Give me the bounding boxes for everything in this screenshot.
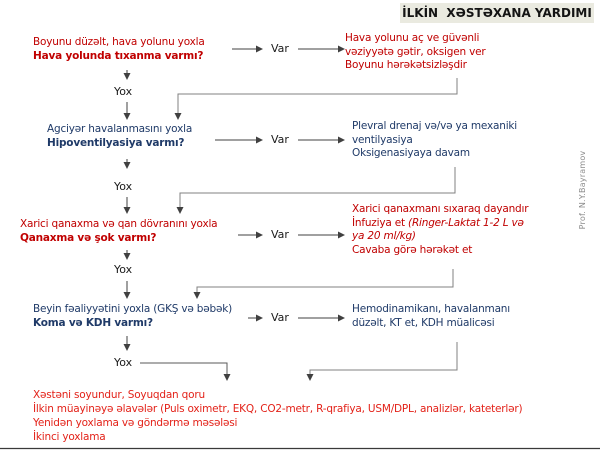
yox-label-1: Yox — [114, 85, 133, 98]
action-2-ventilation — [352, 120, 517, 161]
step-3-question: Qanaxma və şok varmı? — [20, 231, 157, 244]
var-label-4: Var — [271, 311, 289, 324]
step-3-check: Xarici qanaxma və qan dövranını yoxla — [20, 218, 218, 230]
action-2-line: ventilyasiya — [352, 133, 413, 146]
step-2-question: Hipoventilyasiya varmı? — [47, 136, 185, 149]
action-3-circulation — [352, 203, 528, 257]
var-label-3: Var — [271, 228, 289, 241]
action-1-line: Boyunu hərəkətsizləşdir — [345, 59, 467, 71]
action-1-airway — [345, 32, 485, 73]
step-3-circulation — [20, 218, 217, 245]
var-arrows — [215, 49, 344, 318]
footer-line-2: İlkin müayinəyə əlavələr (Puls oximetr, EKQ, CO2-metr, R-qrafiya, USM/DPL, analizlər, kateterlər) — [33, 403, 523, 415]
action-3-line: Cavaba görə hərəkət et — [352, 243, 473, 256]
footer-line-1: Xəstəni soyundur, Soyuqdan qoru — [33, 389, 205, 401]
step-2-check: Agciyər havalanmasını yoxla — [47, 123, 193, 135]
action-1-line: Hava yolunu aç ve güvənli — [345, 32, 480, 44]
author-credit: Prof. N.Y.Bayramov — [578, 150, 587, 230]
footer-notes — [33, 388, 522, 444]
footer-line-3: Yenidən yoxlama və göndərmə məsələsi — [33, 417, 238, 429]
yox-label-4: Yox — [114, 356, 133, 369]
step-4-check: Beyin fəaliyyətini yoxla (GKŞ və bəbək) — [33, 303, 233, 315]
var-label-2: Var — [271, 133, 289, 146]
step-4-brain — [33, 303, 232, 330]
action-2-line: Plevral drenaj və/və ya mexaniki — [352, 120, 518, 132]
action-4-brain — [352, 303, 510, 330]
step-1-check: Boyunu düzəlt, hava yolunu yoxla — [33, 36, 205, 48]
action-1-line: vəziyyətə gətir, oksigen ver — [345, 45, 486, 58]
action-3-line: Xarici qanaxmanı sıxaraq dayandır — [352, 203, 529, 215]
action-3-line: ya 20 ml/kg) — [352, 230, 416, 242]
step-4-question: Koma və KDH varmı? — [33, 316, 153, 329]
yox-label-3: Yox — [114, 263, 133, 276]
page-title: İLKİN XƏSTƏXANA YARDIMI — [400, 3, 594, 23]
step-2-ventilation — [47, 123, 192, 150]
step-1-airway — [33, 36, 205, 63]
var-label-1: Var — [271, 42, 289, 55]
action-3-line: İnfuziya et (Ringer-Laktat 1-2 L və — [352, 216, 524, 229]
footer-line-4: İkinci yoxlama — [33, 431, 106, 443]
yox-label-2: Yox — [114, 180, 133, 193]
action-4-line: Hemodinamikanı, havalanmanı — [352, 303, 510, 315]
action-4-line: düzəlt, KT et, KDH müalicəsi — [352, 316, 495, 329]
step-1-question: Hava yolunda tıxanma varmı? — [33, 49, 204, 62]
action-2-line: Oksigenasiyaya davam — [352, 147, 470, 159]
